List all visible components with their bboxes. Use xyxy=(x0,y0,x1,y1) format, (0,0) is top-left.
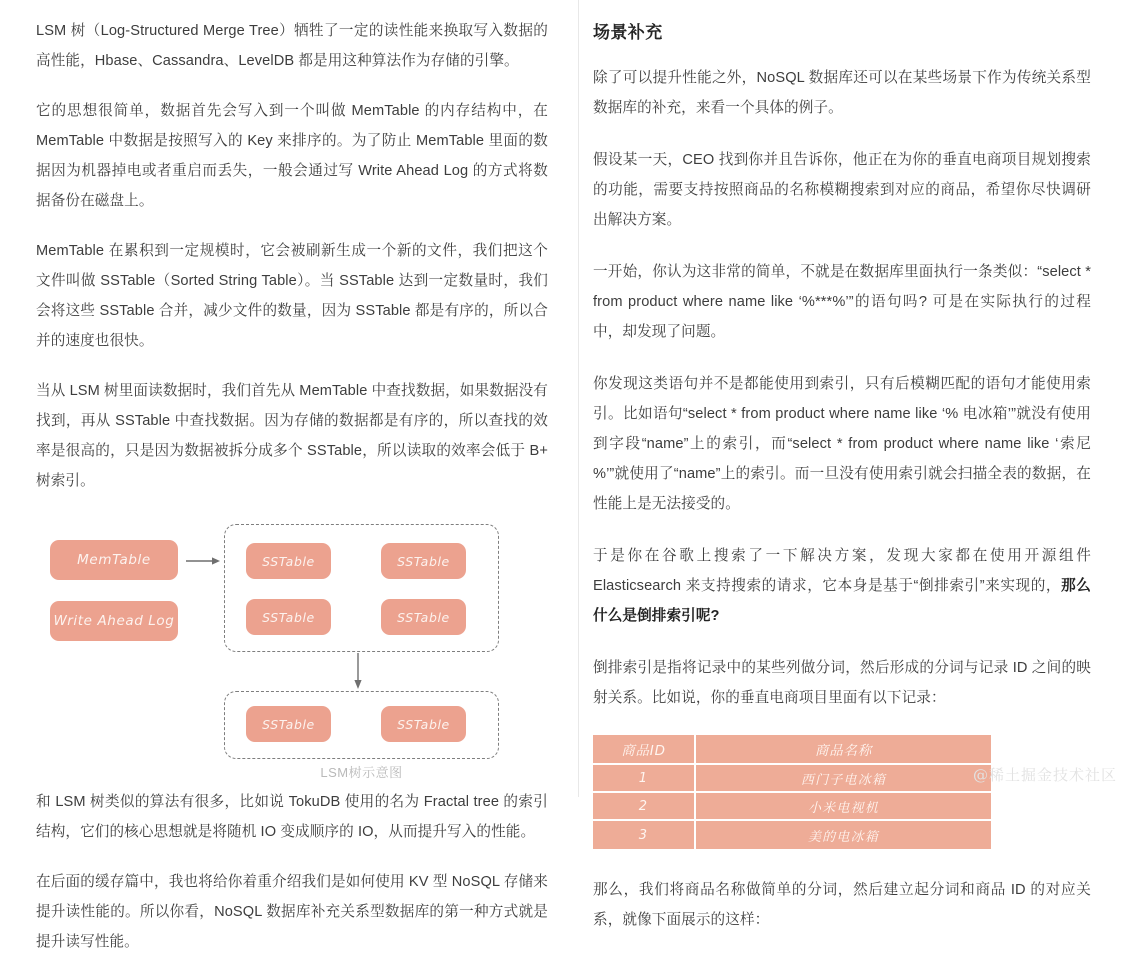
paragraph-tokenization: 那么，我们将商品名称做简单的分词，然后建立起分词和商品 ID 的对应关系，就像下面展示的这样： xyxy=(593,882,1091,928)
paragraph-elasticsearch-lead: 于是你在谷歌上搜索了一下解决方案，发现大家都在使用开源组件 Elasticsearch 来支持搜索的请求，它本身是基于“倒排索引”来实现的， xyxy=(593,548,1091,594)
arrow-down-icon xyxy=(354,653,362,689)
paragraph-scenario-intro: 除了可以提升性能之外，NoSQL 数据库还可以在某些场景下作为传统关系型数据库的补充，来看一个具体的例子。 xyxy=(593,70,1091,116)
table-row xyxy=(593,765,991,793)
diagram-node-sstable: SSTable xyxy=(246,543,331,579)
diagram-node-memtable: MemTable xyxy=(50,540,178,580)
paragraph-ceo-request: 假设某一天，CEO 找到你并且告诉你，他正在为你的垂直电商项目规划搜索的功能，需要支持按照商品的名称模糊搜索到对应的商品，希望你尽快调研出解决方案。 xyxy=(593,152,1091,228)
diagram-node-write-ahead-log: Write Ahead Log xyxy=(50,601,178,641)
table-cell-product-name: 西门子电冰箱 xyxy=(696,765,991,793)
paragraph-kv-nosql: 在后面的缓存篇中，我也将给你着重介绍我们是如何使用 KV 型 NoSQL 存储来提升读性能的。所以你看，NoSQL 数据库补充关系型数据库的第一种方式就是提升读写性能。 xyxy=(36,874,548,950)
paragraph-inverted-index-def: 倒排索引是指将记录中的某些列做分词，然后形成的分词与记录 ID 之间的映射关系。比如说，你的垂直电商项目里面有以下记录： xyxy=(593,660,1091,706)
table-cell-product-id: 3 xyxy=(593,821,696,849)
paragraph-memtable: 它的思想很简单，数据首先会写入到一个叫做 MemTable 的内存结构中，在 MemTable 中数据是按照写入的 Key 来排序的。为了防止 MemTable 里面的数据因为机器掉电或者重启而丢失，一般会通过写 Write Ahead Log 的方式将数据备份在磁盘上。 xyxy=(36,103,548,209)
table-body xyxy=(593,765,991,849)
arrow-right-icon xyxy=(186,557,220,565)
paragraph-elasticsearch-question: 那么什么是倒排索引呢? xyxy=(593,578,1092,624)
paragraph-index-usage: 你发现这类语句并不是都能使用到索引，只有后模糊匹配的语句才能使用索引。比如语句“select * from product where name like ‘% 电冰箱’”就没有使用到字段“name”上的索引，而“select * from product where name like ‘索尼 %’”就使用了“name”上的索引。而一旦没有使用索引就会扫描全表的数据，在性能上是无法接受的。 xyxy=(593,376,1091,512)
diagram-node-sstable: SSTable xyxy=(381,599,466,635)
diagram-node-sstable: SSTable xyxy=(246,599,331,635)
paragraph-lsm-intro: LSM 树（Log-Structured Merge Tree）牺牲了一定的读性能来换取写入数据的高性能，Hbase、Cassandra、LevelDB 都是用这种算法作为存储的引擎。 xyxy=(36,23,548,69)
table-cell-product-id: 1 xyxy=(593,765,696,793)
section-title: 场景补充 xyxy=(593,23,663,42)
table-cell-product-name: 小米电视机 xyxy=(696,793,991,821)
paragraph-fractal-tree: 和 LSM 树类似的算法有很多，比如说 TokuDB 使用的名为 Fractal tree 的索引结构，它们的核心思想就是将随机 IO 变成顺序的 IO，从而提升写入的性能。 xyxy=(36,794,548,840)
figure-caption: LSM树示意图 xyxy=(320,765,403,780)
paragraph-elasticsearch xyxy=(593,541,1091,631)
diagram-node-sstable: SSTable xyxy=(381,543,466,579)
paragraph-sstable: MemTable 在累积到一定规模时，它会被刷新生成一个新的文件，我们把这个文件叫做 SSTable（Sorted String Table）。当 SSTable 达到一定数量时，我们会将这些 SSTable 合并，减少文件的数量，因为 SSTable 都是有序的，所以合并的速度也很快。 xyxy=(36,243,548,349)
watermark: @稀土掘金技术社区 xyxy=(972,766,1117,784)
paragraph-like-query: 一开始，你认为这非常的简单，不就是在数据库里面执行一条类似：“select * from product where name like ‘%***%’”的语句吗? 可是在实际执行的过程中，却发现了问题。 xyxy=(593,264,1091,340)
paragraph-read-path: 当从 LSM 树里面读数据时，我们首先从 MemTable 中查找数据，如果数据没有找到，再从 SSTable 中查找数据。因为存储的数据都是有序的，所以查找的效率是很高的，只是因为数据被拆分成多个 SSTable，所以读取的效率会低于 B+ 树索引。 xyxy=(36,383,548,489)
product-table xyxy=(593,735,991,849)
diagram-node-sstable: SSTable xyxy=(381,706,466,742)
table-header-row xyxy=(593,735,991,765)
table-cell-product-name: 美的电冰箱 xyxy=(696,821,991,849)
lsm-tree-diagram xyxy=(36,516,541,780)
table-row xyxy=(593,793,991,821)
table-cell-product-id: 2 xyxy=(593,793,696,821)
table-header xyxy=(593,735,991,765)
diagram-node-sstable: SSTable xyxy=(246,706,331,742)
table-header-product-id: 商品ID xyxy=(593,735,696,765)
table-header-product-name: 商品名称 xyxy=(696,735,991,765)
right-column xyxy=(579,0,1139,928)
table-row xyxy=(593,821,991,849)
